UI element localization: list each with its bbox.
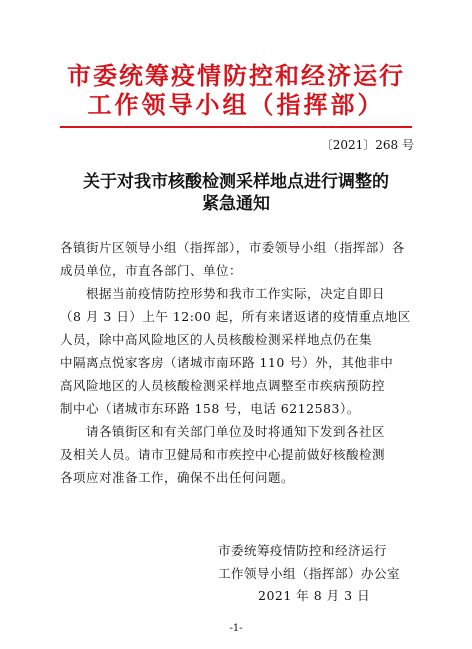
- issuer-header-line-2: 工作领导小组（指挥部）: [87, 91, 385, 119]
- recipients: [60, 236, 412, 282]
- paragraph-line: 根据当前疫情防控形势和我市工作实际，决定自即日: [86, 286, 386, 301]
- paragraph-line: 及相关人员。请市卫健局和市疾控中心提前做好核酸检测: [60, 447, 386, 462]
- notice-title-line-1: 关于对我市核酸检测采样地点进行调整的: [83, 172, 389, 192]
- recipient-line: 成员单位，市直各部门、单位：: [60, 263, 243, 278]
- paragraph-line: 中隔离点悦家客房（诸城市南环路 110 号）外，其他非中: [60, 355, 394, 370]
- paragraph-line: 制中心（诸城市东环路 158 号，电话 6212583）。: [60, 401, 360, 416]
- notice-title-line-2: 紧急通知: [202, 194, 270, 214]
- signature-date: 2021 年 8 月 3 日: [258, 588, 371, 603]
- paragraph-line: 高风险地区的人员核酸检测采样地点调整至市疾病预防控: [60, 378, 386, 393]
- paragraph-line: 人员，除中高风险地区的人员核酸检测采样地点仍在集: [60, 332, 373, 347]
- signature-org-line-1: 市委统筹疫情防控和经济运行: [218, 543, 388, 558]
- paragraph-line: （8 月 3 日）上午 12:00 起，所有来诸返诸的疫情重点地区: [60, 309, 411, 324]
- recipient-line: 各镇街片区领导小组（指挥部），市委领导小组（指挥部）各: [60, 240, 405, 255]
- body-paragraph-1: [60, 282, 412, 420]
- paragraph-line: 各项应对准备工作，确保不出任何问题。: [60, 470, 295, 485]
- paragraph-line: 请各镇街区和有关部门单位及时将通知下发到各社区: [86, 424, 386, 439]
- body-paragraph-2: [60, 420, 412, 489]
- document-number: 〔2021〕268 号: [320, 138, 414, 152]
- red-divider-line: [60, 126, 412, 128]
- signature-org-line-2: 工作领导小组（指挥部）办公室: [218, 566, 401, 581]
- page-number: -1-: [229, 623, 243, 634]
- issuer-header-line-1: 市委统筹疫情防控和经济运行: [67, 62, 405, 90]
